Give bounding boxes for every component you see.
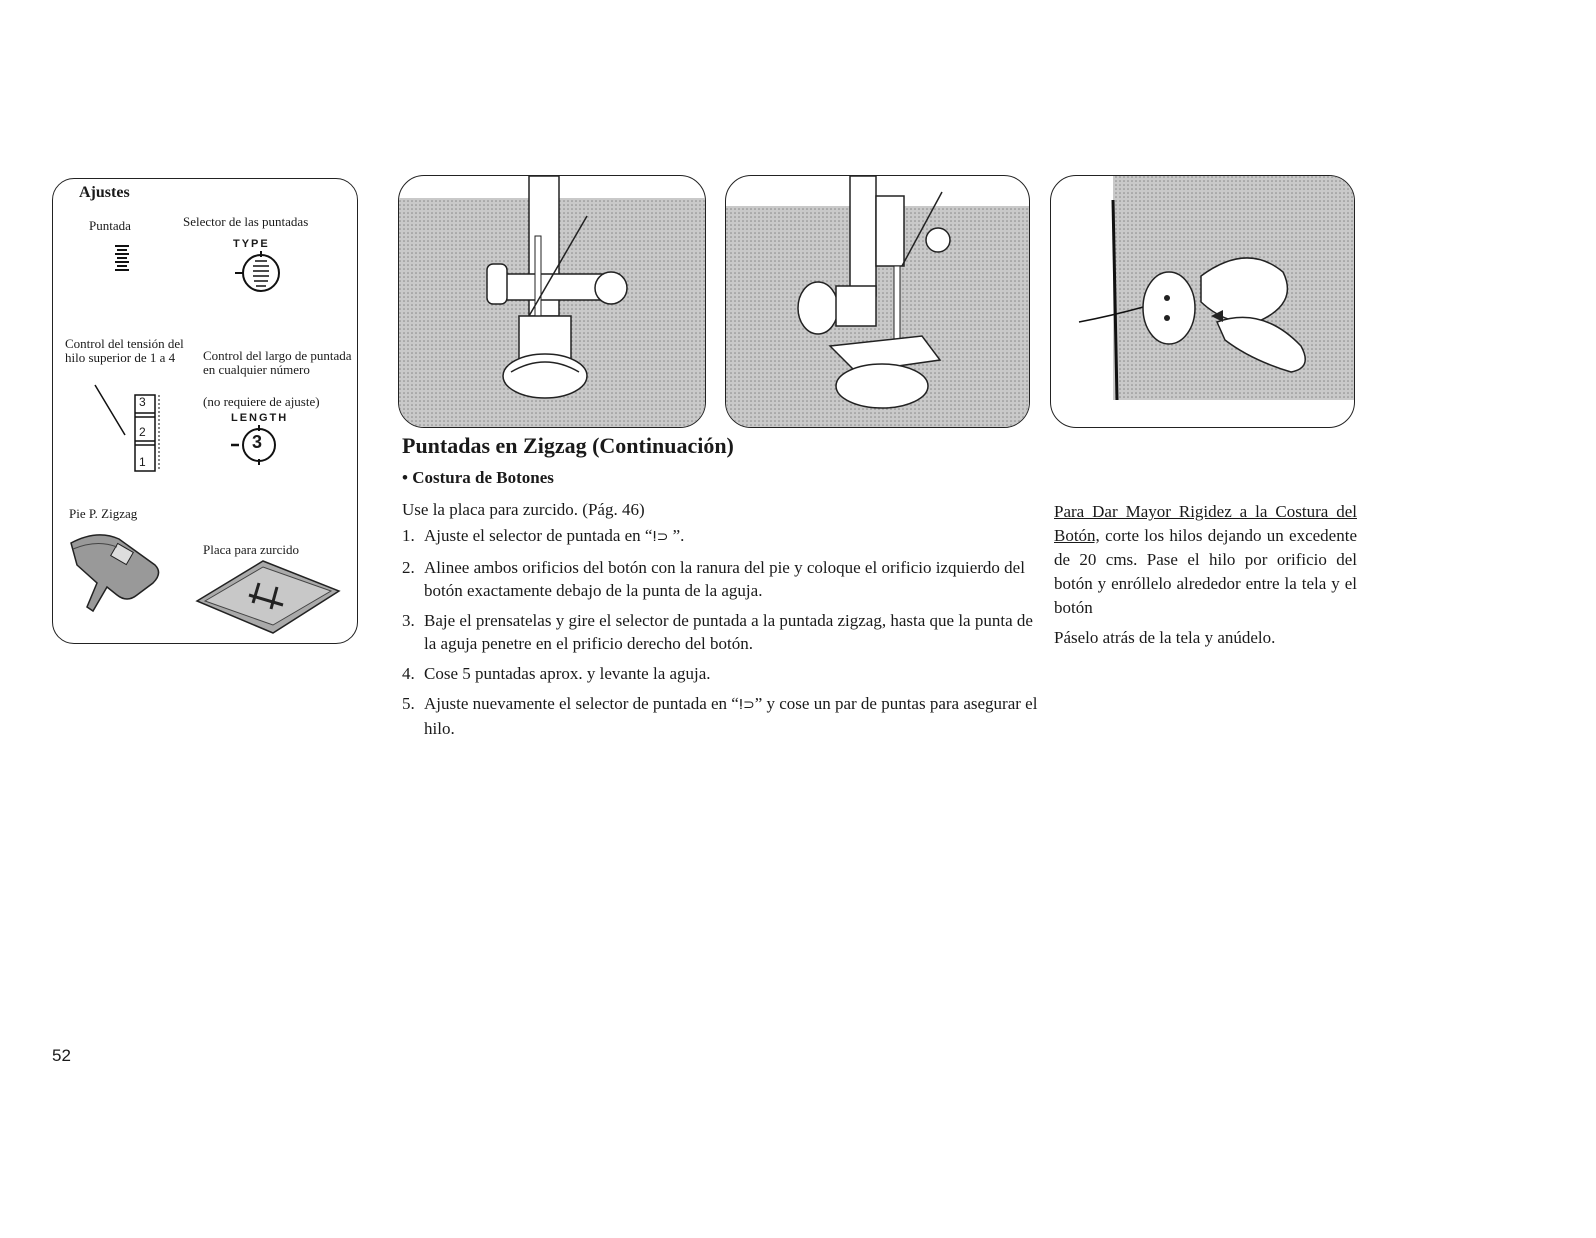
step-number: 3.	[402, 611, 415, 630]
step-number: 4.	[402, 664, 415, 683]
intro-text: Use la placa para zurcido. (Pág. 46)	[402, 500, 645, 519]
photo-button-sewing	[725, 175, 1030, 428]
photo-needle-position	[398, 175, 706, 428]
shank-tip	[1054, 500, 1357, 656]
step-text: Ajuste nuevamente el selector de puntada en “	[424, 694, 739, 713]
tip-paragraph	[1054, 500, 1357, 620]
length-value: 3	[252, 432, 263, 452]
tension-value-2: 2	[139, 425, 146, 439]
step-item	[402, 662, 1042, 685]
photo-button-shank	[1050, 175, 1355, 428]
tip-final: Páselo atrás de la tela y anúdelo.	[1054, 628, 1276, 647]
step-item	[402, 556, 1042, 602]
step-text-end: ” y cose un par de puntas para asegurar el hilo.	[424, 694, 1038, 738]
section-title: Puntadas en Zigzag (Continuación)	[402, 433, 734, 458]
step-text: Cose 5 puntadas aprox. y levante la aguja.	[424, 664, 711, 683]
foot-label: Pie P. Zigzag	[69, 506, 138, 521]
zigzag-foot-icon	[67, 525, 167, 615]
sewing-foot-illustration	[399, 176, 705, 427]
tip-heading: Para Dar Mayor Rigidez a la Costura del Botón,	[1054, 502, 1357, 545]
page-number: 52	[52, 1046, 71, 1065]
settings-panel	[52, 178, 358, 644]
step-item	[402, 524, 1042, 549]
tension-value-3: 3	[139, 395, 146, 409]
tension-label: Control del tensión del hilo superior de 1 a 4	[65, 336, 184, 365]
steps-list	[402, 524, 1042, 747]
presser-foot-illustration	[726, 176, 1029, 427]
plate-label: Placa para zurcido	[203, 542, 300, 557]
type-caption: TYPE	[233, 238, 270, 250]
tension-dial-icon	[89, 383, 169, 479]
step-item	[402, 609, 1042, 655]
length-label: Control del largo de puntada en cualquier número	[203, 348, 352, 377]
length-note: (no requiere de ajuste)	[203, 394, 320, 409]
step-number: 5.	[402, 694, 415, 713]
zigzag-stitch-icon	[113, 243, 131, 273]
button-shank-illustration	[1051, 176, 1354, 427]
step-number: 1.	[402, 526, 415, 545]
tension-value-1: 1	[139, 455, 146, 469]
tip-body: corte los hilos dejando un excedente de 20 cms. Pase el hilo por orificio del botón y enróllelo alrededor entre la tela y el botón	[1054, 526, 1357, 617]
step-text: Baje el prensatelas y gire el selector de puntada a la puntada zigzag, hasta que la punta de la aguja penetre en el prificio derecho del botón.	[424, 611, 1033, 653]
step-item	[402, 692, 1042, 740]
stitch-label: Puntada	[89, 218, 131, 233]
step-text: Alinee ambos orificios del botón con la ranura del pie y coloque el orificio izquierdo del botón exactamente debajo de la punta de la aguja.	[424, 558, 1025, 600]
stitch-symbol: ⵑ⊃	[652, 529, 669, 545]
step-text-end: ”.	[668, 526, 685, 545]
settings-title: Ajustes	[79, 184, 130, 201]
step-text: Ajuste el selector de puntada en “	[424, 526, 653, 545]
step-number: 2.	[402, 558, 415, 577]
length-caption: LENGTH	[231, 412, 289, 424]
selector-label: Selector de las puntadas	[183, 214, 309, 229]
section-subtitle: • Costura de Botones	[402, 468, 554, 487]
darning-plate-icon	[193, 557, 343, 637]
type-dial-icon	[231, 249, 283, 295]
stitch-symbol: ⵑ⊃	[738, 697, 755, 713]
